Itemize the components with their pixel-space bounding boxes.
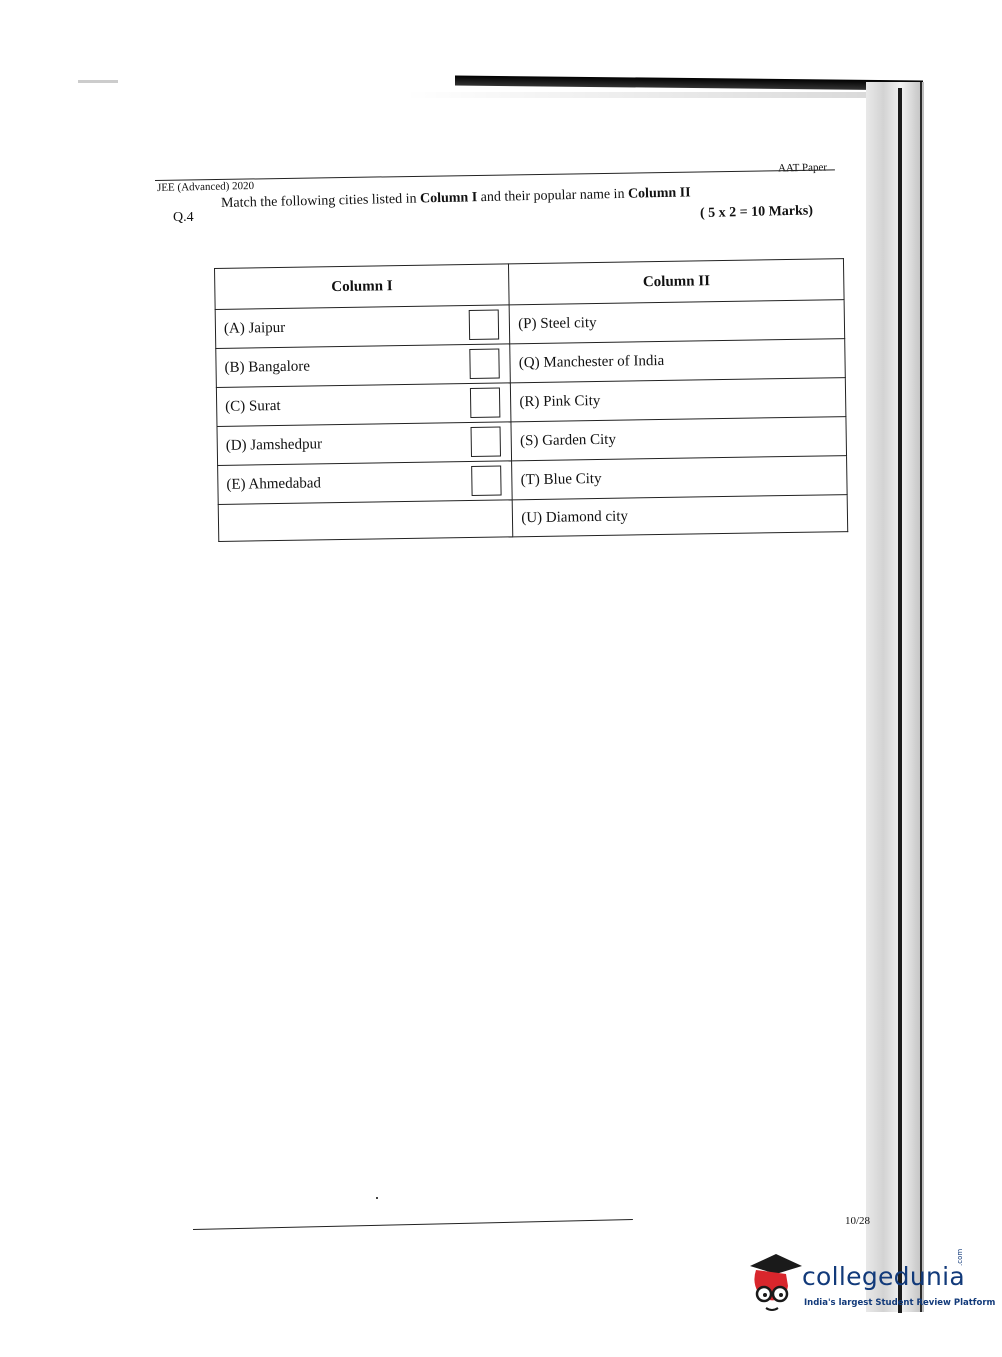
question-text-part: and their popular name in xyxy=(477,186,629,206)
city-label: (A) Jaipur xyxy=(223,319,286,337)
graduate-mascot-icon xyxy=(742,1252,802,1312)
scan-speck xyxy=(376,1197,378,1199)
column-two-header: Column II xyxy=(509,259,844,305)
match-table xyxy=(214,258,848,550)
city-label: (E) Ahmedabad xyxy=(226,474,322,493)
exam-title: JEE (Advanced) 2020 xyxy=(156,179,255,194)
city-label: (B) Bangalore xyxy=(224,358,311,376)
city-label: (C) Surat xyxy=(225,397,281,415)
logo-wordmark: collegedunia xyxy=(802,1262,965,1291)
collegedunia-logo xyxy=(742,1248,996,1322)
answer-box[interactable] xyxy=(470,388,500,418)
nickname-label: (U) Diamond city xyxy=(513,495,848,537)
footer-rule xyxy=(193,1219,633,1230)
paper-label: AAT Paper xyxy=(777,161,828,175)
question-text xyxy=(221,185,691,212)
column-one-header: Column I xyxy=(215,264,510,310)
logo-tagline: India's largest Student Review Platform xyxy=(804,1298,996,1308)
nickname-label: (S) Garden City xyxy=(511,417,846,461)
question-number: Q.4 xyxy=(173,210,194,225)
city-label xyxy=(218,500,513,542)
answer-box[interactable] xyxy=(471,466,501,496)
column-one-ref: Column I xyxy=(419,190,478,207)
city-label: (D) Jamshedpur xyxy=(225,435,323,454)
nickname-label: (R) Pink City xyxy=(511,378,846,422)
answer-box[interactable] xyxy=(470,349,500,379)
nickname-label: (T) Blue City xyxy=(512,456,847,500)
answer-box[interactable] xyxy=(471,427,501,457)
question-text-part: Match the following cities listed in xyxy=(220,191,421,211)
marks-label: ( 5 x 2 = 10 Marks) xyxy=(699,203,814,221)
logo-domain: .com xyxy=(956,1248,964,1266)
header-rule xyxy=(155,169,835,181)
nickname-label: (Q) Manchester of India xyxy=(510,339,845,383)
page-number: 10/28 xyxy=(845,1215,871,1227)
column-two-ref: Column II xyxy=(627,185,691,202)
nickname-label: (P) Steel city xyxy=(509,300,844,344)
answer-box[interactable] xyxy=(469,310,499,340)
